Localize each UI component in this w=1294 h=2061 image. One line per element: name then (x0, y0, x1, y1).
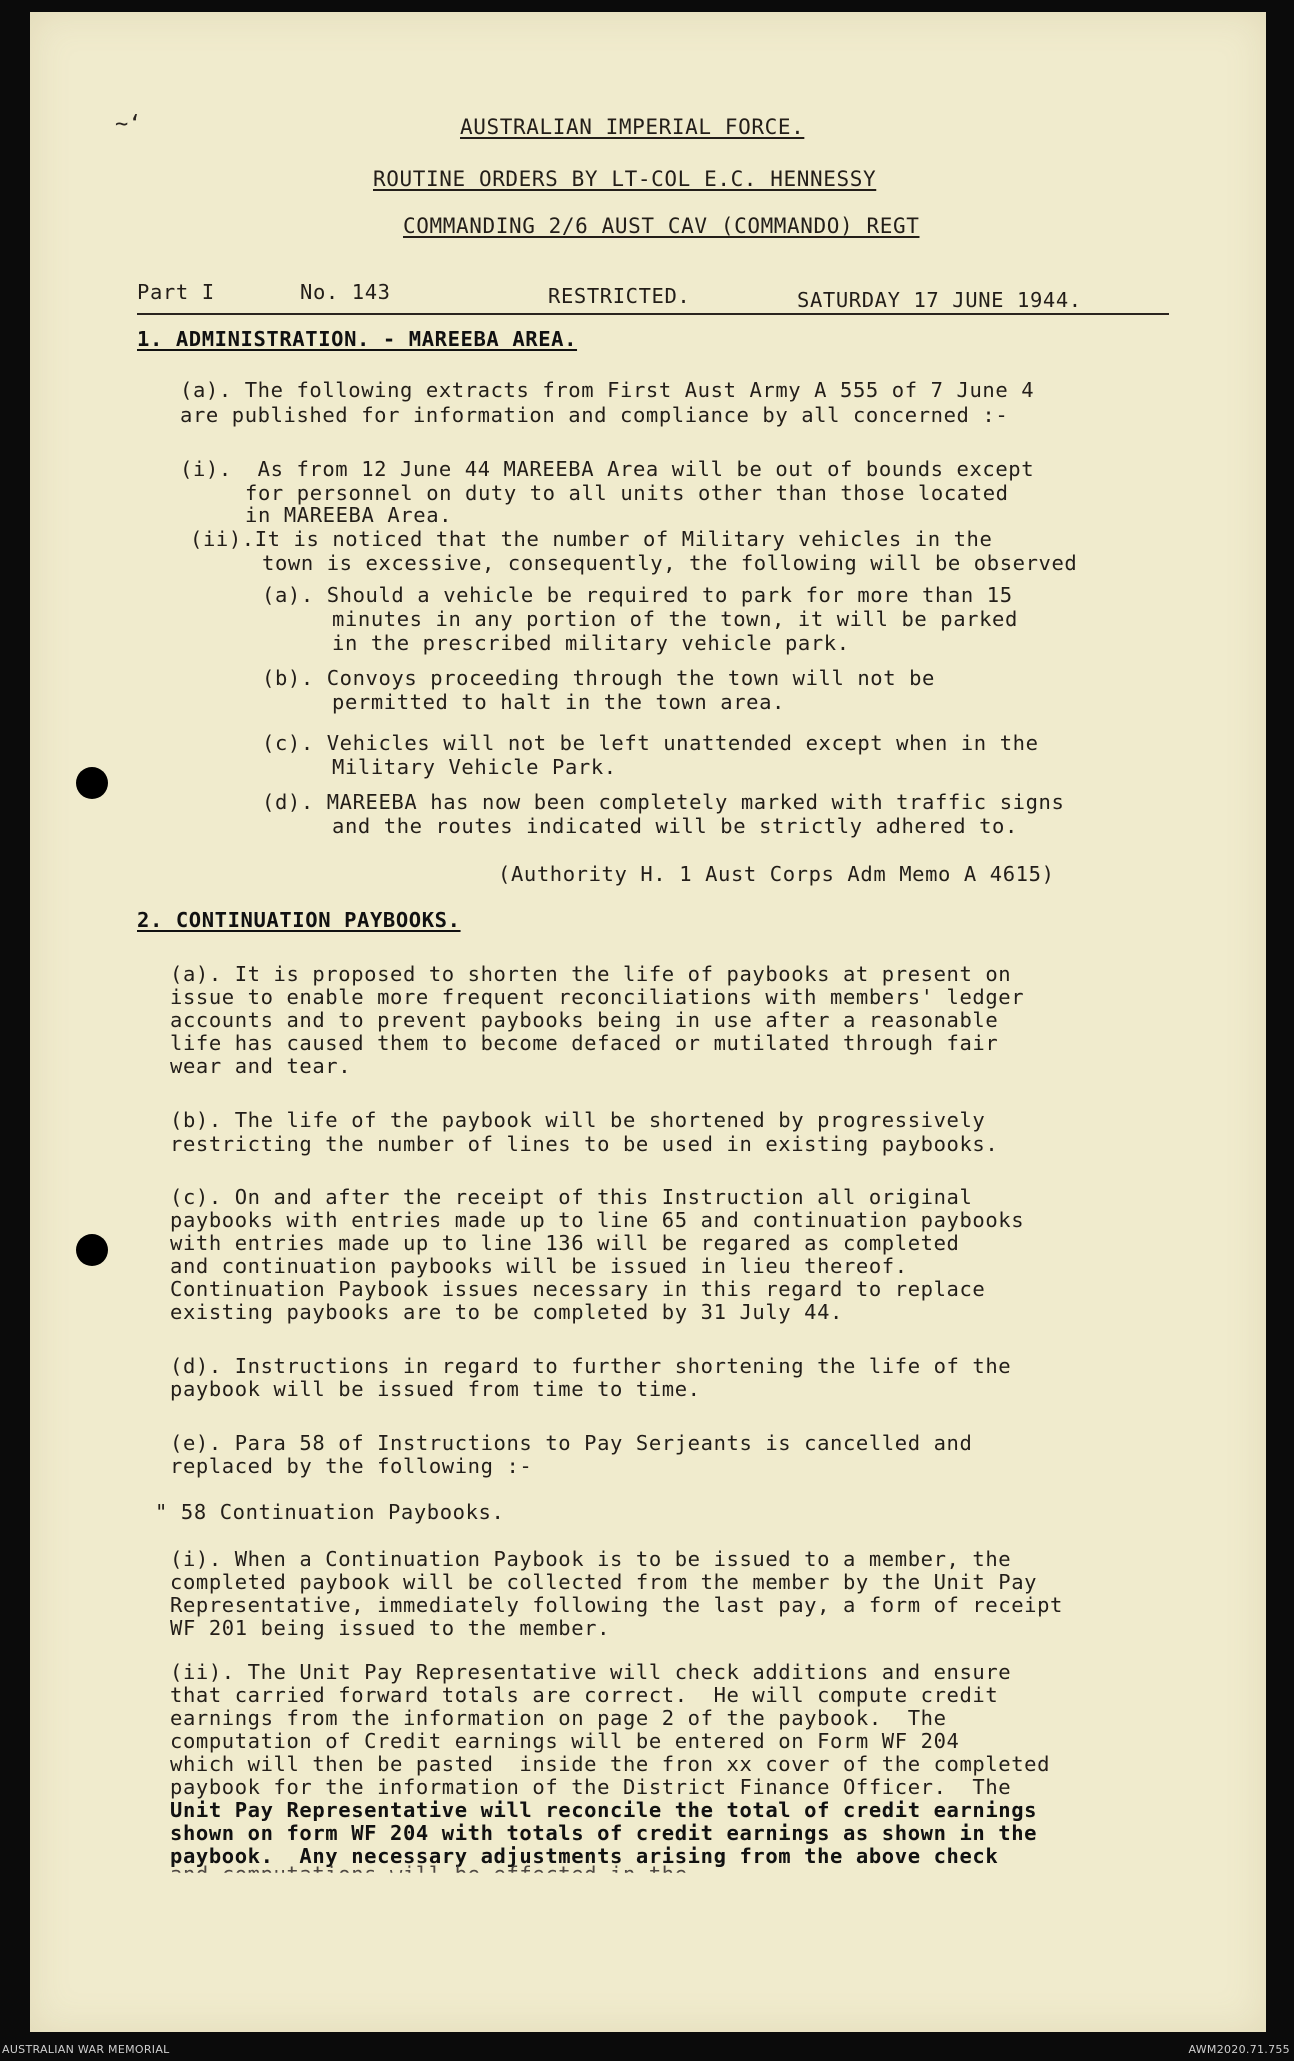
archive-credit: AUSTRALIAN WAR MEMORIAL (2, 2043, 170, 2056)
s2-line: (a). It is proposed to shorten the life of paybooks at present on (170, 962, 1012, 986)
s2-line: Unit Pay Representative will reconcile the total of credit earnings (170, 1798, 1038, 1822)
s2-subheading: " 58 Continuation Paybooks. (155, 1500, 505, 1524)
s1-line: for personnel on duty to all units other than those located (245, 481, 1009, 505)
s2-line: replaced by the following :- (170, 1454, 533, 1478)
s2-line: and continuation paybooks will be issued in lieu thereof. (170, 1254, 908, 1278)
document-title: AUSTRALIAN IMPERIAL FORCE. (460, 115, 805, 139)
s2-line: accounts and to prevent paybooks being in use after a reasonable (170, 1008, 999, 1032)
s2-line: (e). Para 58 of Instructions to Pay Serjeants is cancelled and (170, 1431, 973, 1455)
s1-line: (a). Should a vehicle be required to park for more than 15 (262, 583, 1013, 607)
order-number: No. 143 (300, 280, 391, 304)
s1-line: permitted to halt in the town area. (332, 690, 785, 714)
classification: RESTRICTED. (548, 284, 691, 308)
s2-line: issue to enable more frequent reconciliations with members' ledger (170, 985, 1025, 1009)
s2-line: (b). The life of the paybook will be shortened by progressively (170, 1108, 986, 1132)
section-1-heading: 1. ADMINISTRATION. - MAREEBA AREA. (137, 327, 578, 351)
pen-mark: ~‘ (115, 112, 142, 137)
section-2-heading: 2. CONTINUATION PAYBOOKS. (137, 908, 461, 932)
s2-line: paybook. Any necessary adjustments arising from the above check (170, 1844, 999, 1868)
s1-line: town is excessive, consequently, the following will be observed (262, 551, 1078, 575)
s2-line: that carried forward totals are correct. He will compute credit (170, 1683, 999, 1707)
s2-line: shown on form WF 204 with totals of credit earnings as shown in the (170, 1821, 1038, 1845)
s2-line: Continuation Paybook issues necessary in this regard to replace (170, 1277, 986, 1301)
s1-line: in MAREEBA Area. (245, 503, 453, 527)
s2-line: which will then be pasted inside the fron xx cover of the completed (170, 1752, 1051, 1776)
s2-line: paybook for the information of the District Finance Officer. The (170, 1775, 1012, 1799)
s1-line: (i). As from 12 June 44 MAREEBA Area will be out of bounds except (180, 457, 1035, 481)
order-date: SATURDAY 17 JUNE 1944. (797, 288, 1082, 312)
s2-line: computation of Credit earnings will be entered on Form WF 204 (170, 1729, 960, 1753)
s2-line: (i). When a Continuation Paybook is to be issued to a member, the (170, 1547, 1012, 1571)
s2-line: wear and tear. (170, 1054, 352, 1078)
s1-line: are published for information and compliance by all concerned :- (180, 403, 1009, 427)
command-line: COMMANDING 2/6 AUST CAV (COMMANDO) REGT (403, 214, 920, 238)
s2-line: (c). On and after the receipt of this Instruction all original (170, 1185, 973, 1209)
s1-line: (ii).It is noticed that the number of Military vehicles in the (190, 527, 993, 551)
s1-line: Military Vehicle Park. (332, 755, 617, 779)
s2-line: earnings from the information on page 2 of the paybook. The (170, 1706, 947, 1730)
s1-line: (b). Convoys proceeding through the town will not be (262, 666, 935, 690)
s1-line: and the routes indicated will be strictly adhered to. (332, 814, 1018, 838)
s2-line: existing paybooks are to be completed by 31 July 44. (170, 1300, 843, 1324)
s2-line: completed paybook will be collected from the member by the Unit Pay (170, 1570, 1038, 1594)
s1-line: in the prescribed military vehicle park. (332, 631, 850, 655)
s2-line: paybook will be issued from time to time. (170, 1377, 701, 1401)
s2-line: life has caused them to become defaced or mutilated through fair (170, 1031, 999, 1055)
s2-line: WF 201 being issued to the member. (170, 1616, 611, 1640)
s1-authority: (Authority H. 1 Aust Corps Adm Memo A 4615) (498, 862, 1055, 886)
archive-reference: AWM2020.71.755 (1188, 2043, 1290, 2056)
header-rule (137, 313, 1169, 315)
s2-line: (ii). The Unit Pay Representative will check additions and ensure (170, 1660, 1012, 1684)
s1-line: minutes in any portion of the town, it will be parked (332, 607, 1018, 631)
s2-line: paybooks with entries made up to line 65 and continuation paybooks (170, 1208, 1025, 1232)
punch-hole-top (76, 767, 108, 799)
s2-line: Representative, immediately following the last pay, a form of receipt (170, 1593, 1064, 1617)
part-label: Part I (137, 280, 215, 304)
document-subtitle: ROUTINE ORDERS BY LT-COL E.C. HENNESSY (373, 167, 877, 191)
s2-line: (d). Instructions in regard to further shortening the life of the (170, 1354, 1012, 1378)
s1-line: (a). The following extracts from First Aust Army A 555 of 7 June 4 (180, 378, 1035, 402)
punch-hole-bottom (76, 1234, 108, 1266)
s1-line: (c). Vehicles will not be left unattended except when in the (262, 731, 1039, 755)
s2-line: restricting the number of lines to be used in existing paybooks. (170, 1132, 999, 1156)
s2-line: with entries made up to line 136 will be regared as completed (170, 1231, 960, 1255)
s1-line: (d). MAREEBA has now been completely marked with traffic signs (262, 790, 1065, 814)
